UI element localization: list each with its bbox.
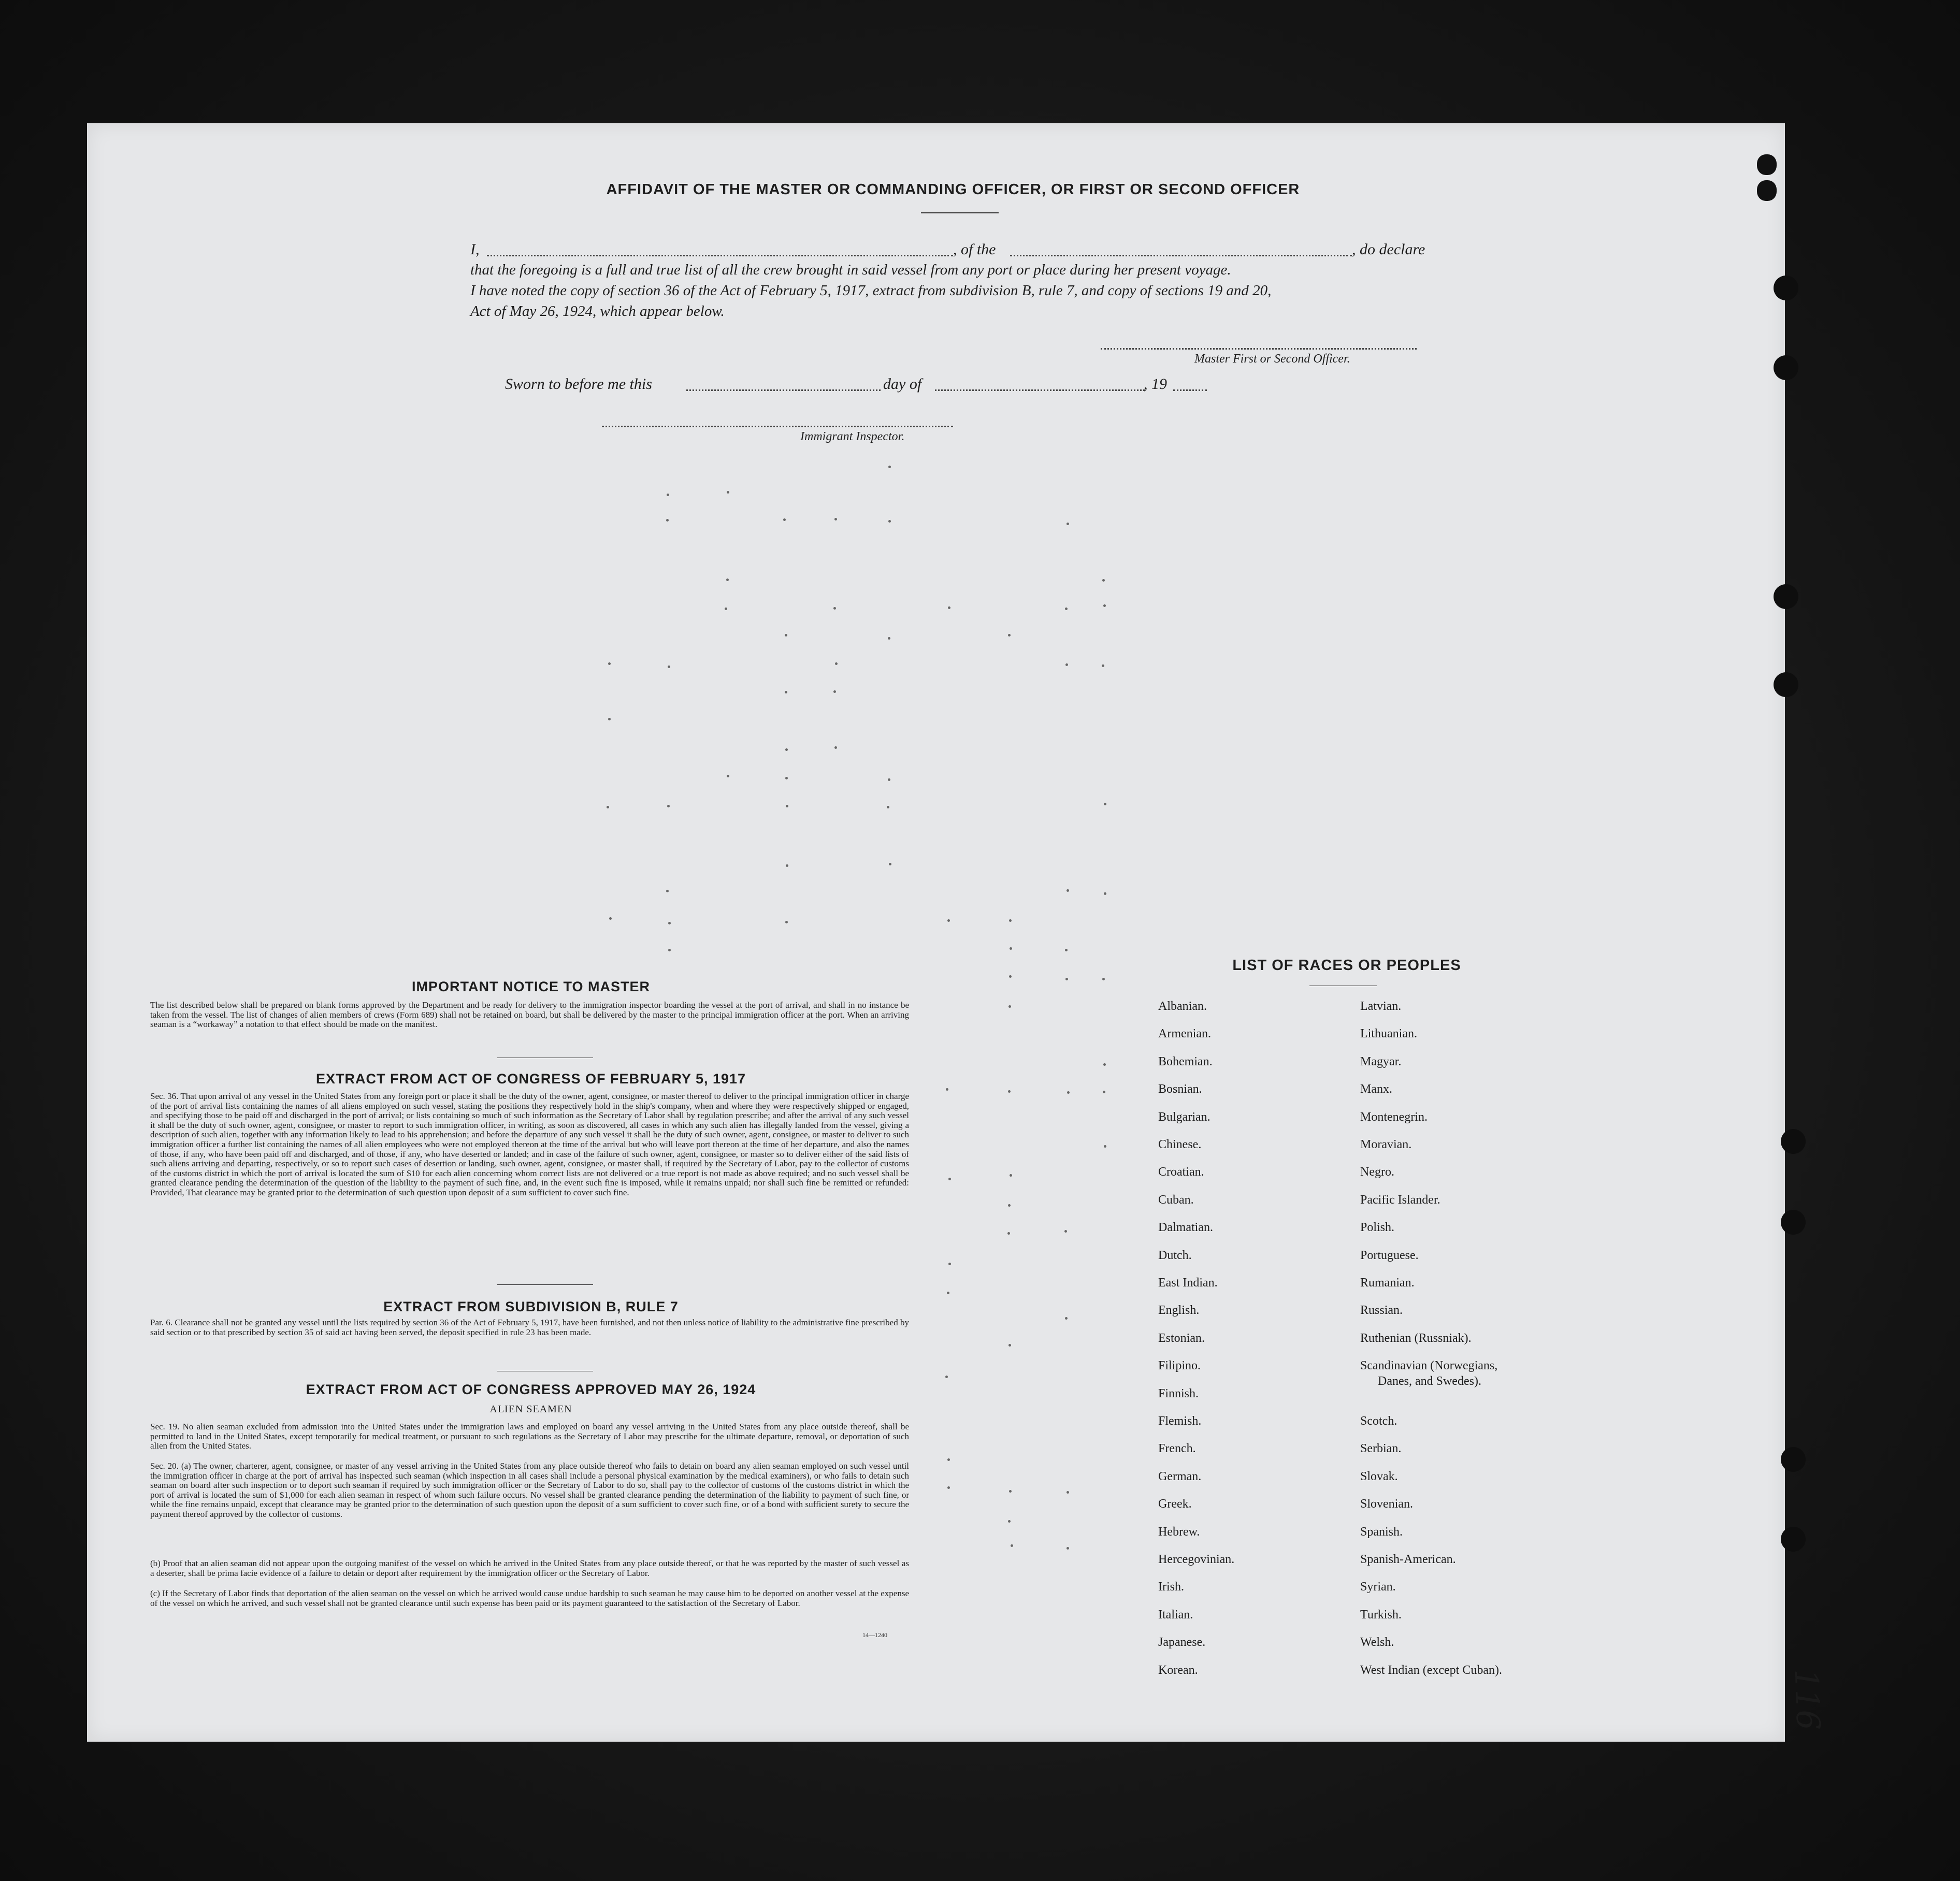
sworn-end: , 19 <box>1144 375 1167 393</box>
faint-mark <box>785 634 787 636</box>
race-item: Syrian. <box>1360 1580 1396 1594</box>
vessel-fill-line <box>1010 255 1352 256</box>
faint-mark <box>1008 1520 1011 1523</box>
faint-mark <box>667 494 669 496</box>
rule7-title: EXTRACT FROM SUBDIVISION B, RULE 7 <box>383 1299 679 1314</box>
race-item: Dalmatian. <box>1158 1221 1213 1235</box>
faint-mark <box>1008 1090 1011 1093</box>
title-underline <box>921 212 999 213</box>
faint-mark <box>834 518 837 520</box>
master-signature-line <box>1101 348 1417 350</box>
inspector-signature-line <box>602 426 953 427</box>
race-item: Hercegovinian. <box>1158 1553 1235 1566</box>
punch-hole <box>1781 1527 1806 1552</box>
faint-mark <box>833 690 836 693</box>
master-signature-caption: Master First or Second Officer. <box>1194 352 1350 366</box>
race-item: Irish. <box>1158 1580 1184 1594</box>
race-item: Croatian. <box>1158 1165 1204 1179</box>
faint-mark <box>835 662 838 665</box>
race-item: Montenegrin. <box>1360 1110 1428 1124</box>
act-1924-sec20b: (b) Proof that an alien seaman did not appear upon the outgoing manifest of the vessel on which he arrived in the United States from any place outside thereof, or that he was reported by the master of such vessel as a deserter, shall be prima facie evidence of a failure to detain or deport after requirement by the immigration officer or the Secretary of Labor. <box>150 1558 909 1578</box>
race-item: Cuban. <box>1158 1193 1194 1207</box>
faint-mark <box>948 1263 951 1265</box>
affidavit-line3: I have noted the copy of section 36 of the Act of February 5, 1917, extract from subdivision B, rule 7, and copy of sections 19 and 20, <box>470 282 1272 299</box>
faint-mark <box>946 1088 948 1091</box>
faint-mark <box>947 1458 950 1461</box>
faint-mark <box>1010 947 1012 950</box>
faint-mark <box>834 746 837 749</box>
race-item: Scandinavian (Norwegians, <box>1360 1359 1498 1373</box>
faint-mark <box>1010 1174 1012 1177</box>
faint-mark <box>948 606 950 609</box>
act-1917-title: EXTRACT FROM ACT OF CONGRESS OF FEBRUARY 5, 1917 <box>315 1071 746 1087</box>
faint-mark <box>889 863 891 865</box>
faint-mark <box>1102 579 1105 582</box>
race-item: Danes, and Swedes). <box>1378 1374 1481 1388</box>
faint-mark <box>668 949 671 951</box>
faint-mark <box>1067 889 1069 892</box>
race-item: Korean. <box>1158 1663 1198 1677</box>
race-item: Turkish. <box>1360 1608 1402 1622</box>
faint-mark <box>1065 978 1068 980</box>
notice-text: The list described below shall be prepared on blank forms approved by the Department and be ready for delivery to the immigration inspector boarding the vessel at the port of arrival, and shall in no instance be taken from the vessel. The list of changes of alien members of crews (Form 689) shall not be retained on board, but shall be delivered by the master to the principal immigration officer at the port. When an arriving seaman is a “workaway” a notation to that effect should be made on the manifest. <box>150 1000 909 1030</box>
faint-mark <box>786 805 788 807</box>
race-item: Russian. <box>1360 1304 1403 1318</box>
race-item: Manx. <box>1360 1082 1392 1096</box>
race-item: Hebrew. <box>1158 1525 1200 1539</box>
faint-mark <box>947 1486 950 1489</box>
race-item: Welsh. <box>1360 1636 1394 1650</box>
faint-mark <box>1104 803 1106 805</box>
faint-mark <box>1008 1005 1011 1008</box>
race-item: Polish. <box>1360 1221 1395 1235</box>
faint-mark <box>1065 949 1068 951</box>
faint-mark <box>1009 919 1012 922</box>
sworn-year-line <box>1173 389 1207 391</box>
faint-mark <box>1009 1490 1012 1493</box>
race-item: Rumanian. <box>1360 1276 1415 1290</box>
race-item: Japanese. <box>1158 1636 1206 1650</box>
race-item: Flemish. <box>1158 1414 1202 1428</box>
faint-mark <box>948 1178 951 1180</box>
race-item: West Indian (except Cuban). <box>1360 1663 1502 1677</box>
faint-mark <box>785 748 788 751</box>
affidavit-line2: that the foregoing is a full and true list of all the crew brought in said vessel from any port or place during her present voyage. <box>470 262 1231 278</box>
faint-mark <box>667 805 670 807</box>
faint-mark <box>1067 1491 1069 1494</box>
act-1917-text: Sec. 36. That upon arrival of any vessel in the United States from any foreign port or place it shall be the duty of the owner, agent, consignee, or master thereof to deliver to the principal immigration officer in charge of the port of arrival lists containing the names of all aliens employed on such vessel, stating the positions they respectively hold in the ship's company, when and where they were respectively shipped or engaged, and specifying those to be paid off and discharged in the port of arrival; or lists containing so much of such information as the Secretary of Labor shall by regulation prescribe; and after the arrival of any such vessel it shall be the duty of such owner, agent, consignee, or master to report to such immigration officer, in writing, as soon as discovered, all cases in which any such alien has illegally landed from the vessel, giving a description of such alien, together with any information likely to lead to his apprehension; and before the departure of any such vessel it shall be the duty of such owner, agent, consignee, or master to deliver to such immigration officer a further list containing the names of all alien employees who were not employed thereon at the time of the arrival but who will leave port thereon at the time of her departure, and also the names of those, if any, who have been paid off and discharged, and of those, if any, who have deserted or landed; and in case of the failure of such owner, agent, consignee, or master so to deliver either of the said lists of such aliens arriving and departing, respectively, or so to report such cases of desertion or landing, such owner, agent, consignee, or master shall, if required by the Secretary of Labor, pay to the collector of customs of the customs district in which the port of arrival is located the sum of $10 for each alien concerning whom correct lists are not delivered or a true report is not made as above required; and no such vessel shall be granted clearance pending the determination of the question of the liability to the payment of such fine, and, in the event such fine is imposed, while it remains unpaid; nor shall such fine be remitted or refunded: Provided, That clearance may be granted prior to the determination of such question upon deposit of a sum sufficient to cover such fine. <box>150 1091 909 1197</box>
affidavit-line4: Act of May 26, 1924, which appear below. <box>470 303 725 320</box>
faint-mark <box>1065 663 1068 666</box>
faint-mark <box>727 775 729 777</box>
punch-hole <box>1774 355 1798 380</box>
race-item: Filipino. <box>1158 1359 1201 1373</box>
faint-mark <box>1102 664 1104 667</box>
rule7-text: Par. 6. Clearance shall not be granted any vessel until the lists required by section 36 of the Act of February 5, 1917, have been furnished, and not then unless notice of liability to the administrative fine prescribed by said section or to that prescribed by section 35 of said act having been served, the deposit specified in rule 23 has been made. <box>150 1318 909 1337</box>
race-item: Italian. <box>1158 1608 1193 1622</box>
faint-mark <box>668 665 670 668</box>
faint-mark <box>1067 523 1069 525</box>
race-item: Finnish. <box>1158 1386 1199 1400</box>
race-item: Serbian. <box>1360 1442 1402 1456</box>
faint-mark <box>1065 1317 1068 1320</box>
race-item: East Indian. <box>1158 1276 1218 1290</box>
faint-mark <box>785 921 788 923</box>
punch-hole <box>1774 276 1798 300</box>
act-1924-title: EXTRACT FROM ACT OF CONGRESS APPROVED MAY 26, 1924 <box>306 1382 756 1397</box>
faint-mark <box>1065 607 1068 610</box>
race-item: Bohemian. <box>1158 1054 1213 1068</box>
faint-mark <box>727 491 729 494</box>
faint-mark <box>888 466 891 468</box>
faint-mark <box>785 777 788 779</box>
race-item: Moravian. <box>1360 1138 1412 1151</box>
faint-mark <box>888 778 890 781</box>
race-item: Portuguese. <box>1360 1248 1419 1262</box>
faint-mark <box>608 662 611 665</box>
faint-mark <box>1009 975 1012 978</box>
race-item: Greek. <box>1158 1497 1192 1511</box>
faint-mark <box>1067 1547 1069 1550</box>
faint-mark <box>1104 1145 1106 1148</box>
faint-mark <box>888 637 890 640</box>
punch-hole <box>1774 584 1798 609</box>
faint-mark <box>1011 1544 1013 1547</box>
notice-title: IMPORTANT NOTICE TO MASTER <box>412 979 650 994</box>
faint-mark <box>608 718 611 720</box>
faint-mark <box>726 578 729 581</box>
race-item: Spanish-American. <box>1360 1553 1456 1566</box>
act-1924-subtitle: ALIEN SEAMEN <box>489 1403 572 1415</box>
faint-mark <box>786 864 788 867</box>
sworn-month-line <box>935 389 1145 391</box>
form-number: 14—1240 <box>862 1631 887 1639</box>
faint-mark <box>1067 1091 1070 1094</box>
faint-mark <box>668 922 671 924</box>
race-item: Latvian. <box>1360 1000 1402 1013</box>
faint-mark <box>666 890 669 892</box>
faint-mark <box>887 806 889 808</box>
race-item: Ruthenian (Russniak). <box>1360 1331 1472 1345</box>
faint-mark <box>1103 604 1106 607</box>
staple-mark <box>1757 180 1777 201</box>
punch-hole <box>1781 1447 1806 1472</box>
faint-mark <box>1008 1204 1011 1207</box>
race-item: Dutch. <box>1158 1248 1192 1262</box>
race-item: English. <box>1158 1304 1200 1318</box>
faint-mark <box>1064 1230 1067 1233</box>
faint-mark <box>1008 634 1011 636</box>
faint-mark <box>609 917 612 920</box>
act-1924-sec19: Sec. 19. No alien seaman excluded from admission into the United States under the immigration laws and employed on board any vessel arriving in the United States from any place outside thereof, shall be permitted to land in the United States, except temporarily for medical treatment, or pursuant to such regulations as the Secretary of Labor may prescribe for the ultimate departure, removal, or deportation of such alien from the United States. <box>150 1422 909 1451</box>
race-item: Lithuanian. <box>1360 1027 1417 1041</box>
faint-mark <box>947 1292 949 1294</box>
affidavit-title: AFFIDAVIT OF THE MASTER OR COMMANDING OFFICER, OR FIRST OR SECOND OFFICER <box>606 181 1300 198</box>
race-item: Scotch. <box>1360 1414 1397 1428</box>
act-1924-sec20c: (c) If the Secretary of Labor finds that deportation of the alien seaman on the vessel on which he arrived would cause undue hardship to such seaman he may cause him to be deported on another vessel at the expense of the vessel on which he arrived, and such vessel shall not be granted clearance until such expense has been paid or its payment guaranteed to the satisfaction of the Secretary of Labor. <box>150 1588 909 1608</box>
faint-mark <box>1007 1232 1010 1235</box>
section-divider <box>497 1284 593 1285</box>
faint-mark <box>666 519 669 522</box>
name-fill-line <box>487 255 953 256</box>
race-item: Spanish. <box>1360 1525 1403 1539</box>
race-item: Magyar. <box>1360 1054 1402 1068</box>
race-item: Bosnian. <box>1158 1082 1202 1096</box>
race-item: Negro. <box>1360 1165 1394 1179</box>
act-1924-sec20a: Sec. 20. (a) The owner, charterer, agent, consignee, or master of any vessel arriving in the United States from any place outside thereof who fails to detain on board any alien seaman employed on such vessel until the immigration officer in charge at the port of arrival has inspected such seaman (which inspection in all cases shall include a personal physical examination by the medical examiners), or who fails to detain such seaman on board after such inspection or to deport such seaman if required by such immigration officer or the Secretary of Labor to do so, shall pay to the collector of customs of the customs district in which the port of arrival is located the sum of $1,000 for each alien seaman in respect of whom such failure occurs. No vessel shall be granted clearance pending the determination of the liability to payment of such fine, or while the fine remains unpaid, except that clearance may be granted prior to the determination of such question upon the deposit of a sum sufficient to cover such fine, or of a bond with sufficient surety to secure the payment thereof approved by the collector of customs. <box>150 1461 909 1519</box>
race-item: French. <box>1158 1442 1196 1456</box>
race-item: Bulgarian. <box>1158 1110 1210 1124</box>
punch-hole <box>1781 1210 1806 1235</box>
staple-mark <box>1757 154 1777 175</box>
affidavit-line1-mid: , of the <box>953 241 996 258</box>
faint-mark <box>785 691 787 693</box>
race-item: Pacific Islander. <box>1360 1193 1440 1207</box>
sworn-mid: day of <box>883 375 922 393</box>
faint-mark <box>945 1376 948 1378</box>
race-item: Albanian. <box>1158 1000 1207 1013</box>
faint-mark <box>783 518 786 521</box>
affidavit-line1-prefix: I, <box>470 241 480 258</box>
punch-hole <box>1774 672 1798 697</box>
sworn-day-line <box>686 389 881 391</box>
race-item: German. <box>1158 1469 1202 1483</box>
race-item: Slovak. <box>1360 1469 1398 1483</box>
faint-mark <box>947 919 950 922</box>
race-item: Chinese. <box>1158 1138 1202 1151</box>
faint-mark <box>1008 1344 1011 1347</box>
faint-mark <box>888 520 891 523</box>
faint-mark <box>725 607 727 610</box>
sworn-prefix: Sworn to before me this <box>505 375 652 393</box>
race-item: Estonian. <box>1158 1331 1205 1345</box>
faint-mark <box>1104 892 1106 895</box>
races-title: LIST OF RACES OR PEOPLES <box>1232 957 1461 974</box>
faint-mark <box>1103 1063 1106 1066</box>
race-item: Slovenian. <box>1360 1497 1413 1511</box>
punch-hole <box>1781 1129 1806 1154</box>
faint-mark <box>1102 978 1105 980</box>
inspector-caption: Immigrant Inspector. <box>800 430 905 443</box>
race-item: Armenian. <box>1158 1027 1211 1041</box>
faint-mark <box>1103 1091 1105 1093</box>
affidavit-line1-end: , do declare <box>1352 241 1425 258</box>
faint-mark <box>607 806 609 808</box>
faint-mark <box>833 607 836 610</box>
handwritten-page-number: 116 <box>1787 1668 1827 1731</box>
